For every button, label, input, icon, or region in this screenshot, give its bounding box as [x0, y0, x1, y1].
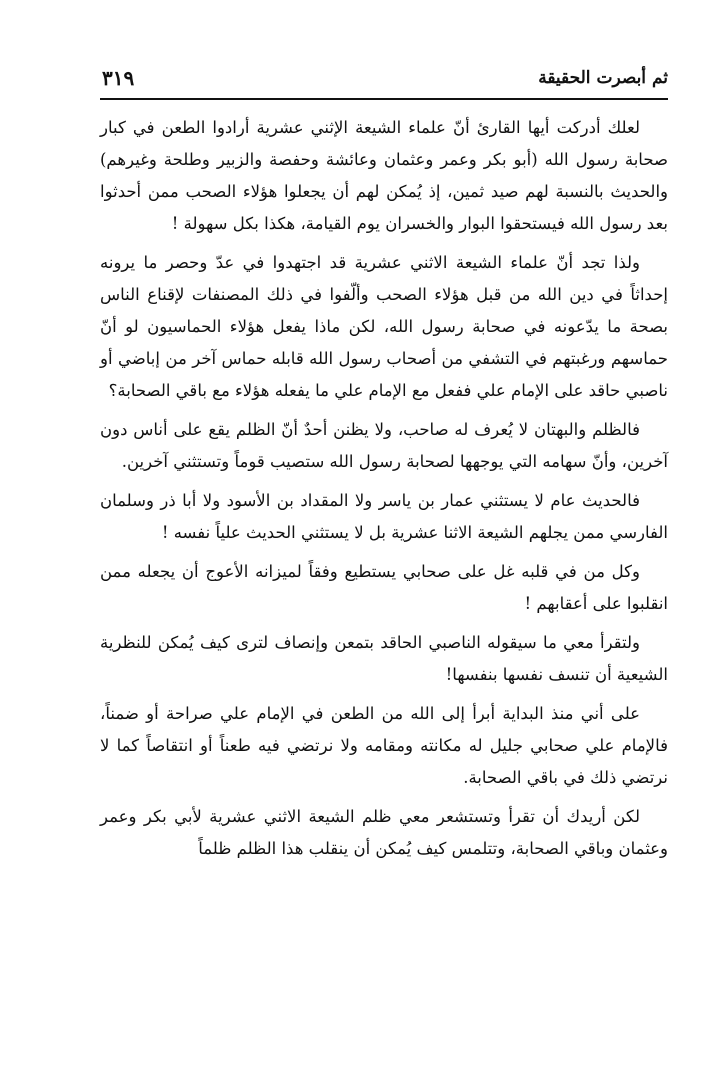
paragraph: لكن أريدك أن تقرأ وتستشعر معي ظلم الشيعة الاثني عشرية لأبي بكر وعمر وعثمان وباقي الصحابة، وتتلمس كيف يُمكن أن ينقلب هذا الظلم ظلماً: [100, 807, 668, 858]
paragraph: ولذا تجد أنّ علماء الشيعة الاثني عشرية قد اجتهدوا في عدّ وحصر ما يرونه إحداثاً في دين الله من قبل هؤلاء الصحب وألّفوا في ذلك المصنفات لإقناع الناس بصحة ما يدّعونه في صحابة رسول الله، لكن ماذا يفعل هؤلاء الحماسيون لو أنّ حماسهم ورغبتهم في التشفي من أصحاب رسول الله قابله حماس آخر من إباضي أو ناصبي حاقد على الإمام علي ففعل مع الإمام علي ما يفعله هؤلاء مع باقي الصحابة؟: [100, 253, 668, 400]
paragraph: على أني منذ البداية أبرأ إلى الله من الطعن في الإمام علي صراحة أو ضمناً، فالإمام علي صحابي جليل له مكانته ومقامه ولا نرتضي فيه طعناً أو انتقاصاً كما لا نرتضي ذلك في باقي الصحابة.: [100, 704, 668, 787]
running-header: [100, 62, 668, 100]
page-number: ٣١٩: [102, 66, 135, 90]
paragraph: لعلك أدركت أيها القارئ أنّ علماء الشيعة الإثني عشرية أرادوا الطعن في كبار صحابة رسول الله (أبو بكر وعمر وعثمان وعائشة وحفصة والزبير وطلحة وغيرهم) والحديث بالنسبة لهم صيد ثمين، إذ يُمكن لهم أن يجعلوا هؤلاء الصحب ممن أحدثوا بعد رسول الله فيستحقوا البوار والخسران يوم القيامة، هكذا بكل سهولة !: [100, 118, 668, 233]
paragraph: فالحديث عام لا يستثني عمار بن ياسر ولا المقداد بن الأسود ولا أبا ذر وسلمان الفارسي ممن يجلهم الشيعة الاثنا عشرية بل لا يستثني الحديث علياً نفسه !: [100, 491, 668, 542]
paragraph: وكل من في قلبه غل على صحابي يستطيع وفقاً لميزانه الأعوج أن يجعله ممن انقلبوا على أعقابهم !: [100, 562, 668, 613]
book-title: ثم أبصرت الحقيقة: [538, 68, 668, 88]
paragraph: ولتقرأ معي ما سيقوله الناصبي الحاقد بتمعن وإنصاف لترى كيف يُمكن للنظرية الشيعية أن تنسف نفسها بنفسها!: [100, 633, 668, 684]
body-text: [100, 112, 668, 872]
paragraph: فالظلم والبهتان لا يُعرف له صاحب، ولا يظنن أحدٌ أنّ الظلم يقع على أناس دون آخرين، وأنّ سهامه التي يوجهها لصحابة رسول الله ستصيب قوماً وتستثني آخرين.: [100, 420, 668, 471]
